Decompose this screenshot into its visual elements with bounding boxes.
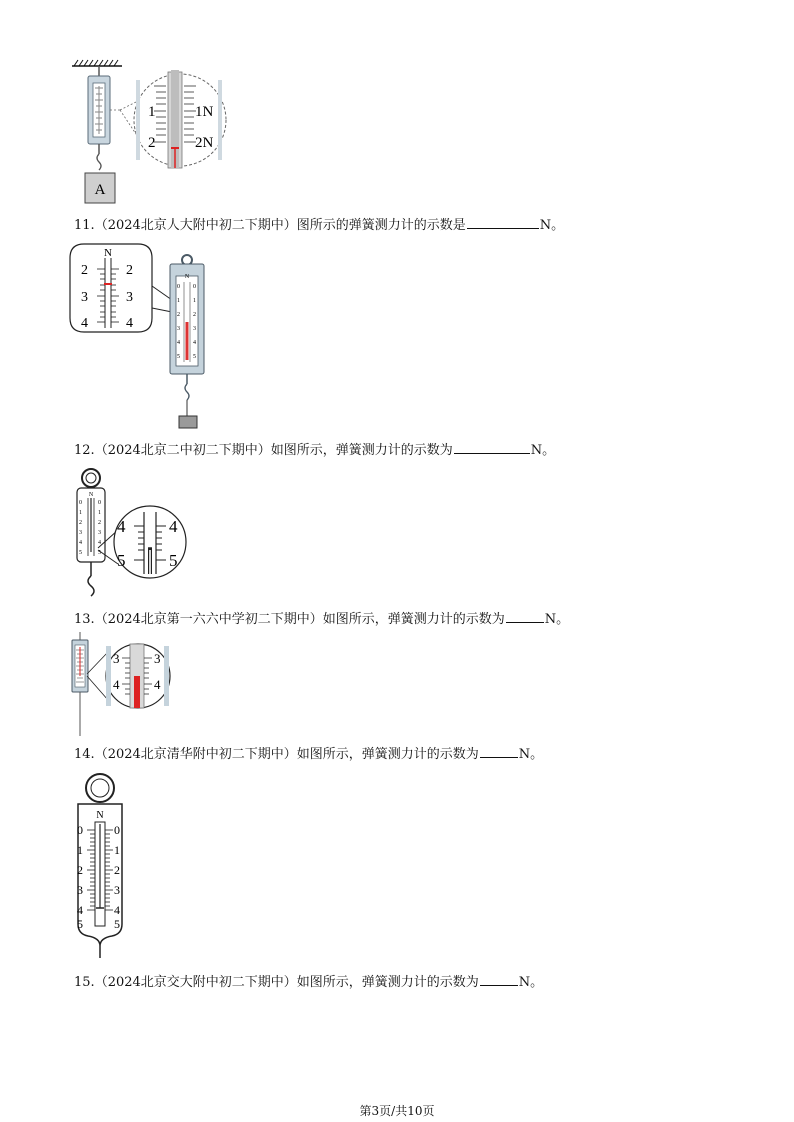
body-scale-4: 4 [177, 340, 180, 346]
body-scale-r0: 0 [193, 284, 196, 290]
scale-right-4: 4 [114, 903, 120, 917]
zoom-right-4: 4 [169, 517, 178, 536]
question-unit: N。 [539, 218, 565, 233]
body-scale-r3: 3 [98, 530, 101, 536]
answer-blank[interactable] [506, 610, 544, 623]
scale-right-5: 5 [114, 917, 120, 931]
figure-spring-scale-block-a [68, 56, 228, 208]
scale-left-1: 1 [77, 843, 83, 857]
body-unit: N [184, 274, 190, 280]
scale-left-0: 0 [77, 823, 83, 837]
body-scale-r0: 0 [98, 500, 101, 506]
question-15 [74, 973, 543, 991]
zoom-left-5: 5 [117, 551, 126, 570]
question-source: （2024北京清华附中初二下期中） [94, 747, 297, 762]
question-source: （2024北京第一六六中学初二下期中） [94, 612, 323, 627]
figure-spring-scale-q12 [68, 464, 198, 600]
zoom-right-4: 4 [126, 316, 133, 331]
scale-left-2: 2 [77, 863, 83, 877]
scale-right-1: 1 [114, 843, 120, 857]
question-number: 14. [74, 747, 95, 762]
zoom-right-3: 3 [126, 290, 133, 305]
question-stem: 如图所示，弹簧测力计的示数为 [322, 612, 505, 627]
answer-blank[interactable] [480, 745, 518, 758]
body-scale-r3: 3 [193, 326, 196, 332]
body-scale-r5: 5 [193, 354, 196, 360]
answer-blank[interactable] [467, 216, 539, 229]
question-12 [74, 441, 555, 459]
body-scale-0: 0 [79, 500, 82, 506]
question-stem: 如图所示，弹簧测力计的示数为 [270, 443, 453, 458]
body-scale-r4: 4 [98, 540, 101, 546]
question-number: 12. [74, 443, 95, 458]
zoom-unit-label: N [104, 247, 112, 259]
zoom-left-3: 3 [113, 651, 120, 666]
zoom-left-2: 2 [81, 263, 88, 278]
block-a-label: A [94, 182, 106, 198]
question-unit: N。 [530, 443, 556, 458]
body-unit: N [96, 810, 104, 821]
body-scale-4: 4 [79, 540, 82, 546]
question-13 [74, 610, 569, 628]
answer-blank[interactable] [454, 441, 530, 454]
zoom-left-4: 4 [117, 517, 126, 536]
body-scale-1: 1 [79, 510, 82, 516]
question-source: （2024北京二中初二下期中） [94, 443, 271, 458]
question-number: 15. [74, 975, 95, 990]
question-source: （2024北京人大附中初二下期中） [94, 218, 297, 233]
question-11 [74, 216, 564, 234]
scale-right-2: 2 [114, 863, 120, 877]
zoom-label-left-2: 2 [148, 135, 156, 151]
scale-left-3: 3 [77, 883, 83, 897]
body-scale-r2: 2 [98, 520, 101, 526]
body-scale-r2: 2 [193, 312, 196, 318]
page-number: 第3页/共10页 [359, 1104, 435, 1118]
body-scale-r5: 5 [98, 550, 101, 556]
scale-left-5: 5 [77, 917, 83, 931]
scale-right-0: 0 [114, 823, 120, 837]
question-unit: N。 [518, 747, 544, 762]
body-scale-3: 3 [177, 326, 180, 332]
zoom-right-5: 5 [169, 551, 178, 570]
question-14 [74, 745, 543, 763]
zoom-label-right-1n: 1N [195, 104, 214, 120]
body-scale-5: 5 [79, 550, 82, 556]
body-scale-1: 1 [177, 298, 180, 304]
figure-spring-scale-q11 [68, 242, 228, 432]
zoom-right-4: 4 [154, 677, 161, 692]
body-scale-2: 2 [177, 312, 180, 318]
figure-spring-scale-q14 [68, 768, 138, 960]
question-stem: 图所示的弹簧测力计的示数是 [296, 218, 466, 233]
body-scale-r1: 1 [98, 510, 101, 516]
question-stem: 如图所示，弹簧测力计的示数为 [296, 747, 479, 762]
figure-spring-scale-q13 [68, 632, 178, 736]
scale-left-4: 4 [77, 903, 83, 917]
body-unit: N [88, 492, 94, 498]
body-scale-0: 0 [177, 284, 180, 290]
question-source: （2024北京交大附中初二下期中） [94, 975, 297, 990]
body-scale-r1: 1 [193, 298, 196, 304]
scale-right-3: 3 [114, 883, 120, 897]
zoom-left-3: 3 [81, 290, 88, 305]
body-scale-2: 2 [79, 520, 82, 526]
zoom-left-4: 4 [113, 677, 120, 692]
body-scale-r4: 4 [193, 340, 196, 346]
zoom-label-right-2n: 2N [195, 135, 214, 151]
question-number: 11. [74, 218, 95, 233]
question-number: 13. [74, 612, 95, 627]
body-scale-5: 5 [177, 354, 180, 360]
body-scale-3: 3 [79, 530, 82, 536]
zoom-label-left-1: 1 [148, 104, 156, 120]
question-unit: N。 [544, 612, 570, 627]
answer-blank[interactable] [480, 973, 518, 986]
zoom-right-2: 2 [126, 263, 133, 278]
zoom-left-4: 4 [81, 316, 88, 331]
question-stem: 如图所示，弹簧测力计的示数为 [296, 975, 479, 990]
zoom-right-3: 3 [154, 651, 161, 666]
question-unit: N。 [518, 975, 544, 990]
